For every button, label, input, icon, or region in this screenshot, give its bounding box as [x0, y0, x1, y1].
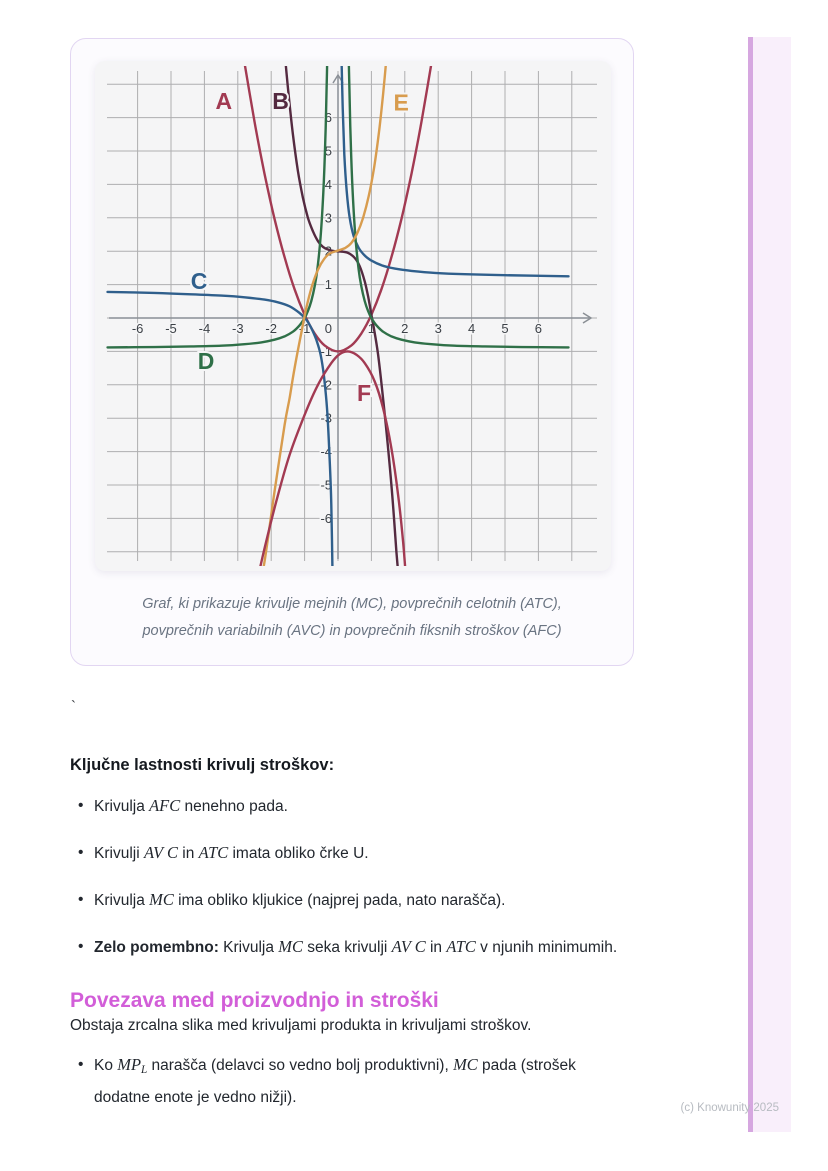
svg-text:1: 1	[324, 277, 332, 293]
svg-text:F: F	[357, 380, 372, 407]
text-run: v njunih minimumih.	[475, 939, 618, 956]
svg-text:D: D	[197, 348, 215, 375]
math-term: AV C	[391, 937, 426, 956]
math-term: AFC	[149, 796, 181, 815]
list-item	[70, 839, 636, 868]
cost-curves-graph	[95, 61, 611, 571]
svg-text:5: 5	[501, 321, 509, 336]
text-run: imata obliko črke U.	[228, 845, 369, 862]
list-item	[70, 933, 636, 962]
svg-text:6: 6	[534, 321, 543, 336]
text-run: Krivulji	[94, 845, 144, 862]
text-run: Krivulja	[94, 892, 150, 909]
text-run: Zelo pomembno:	[94, 939, 219, 956]
svg-text:-1: -1	[298, 321, 311, 336]
svg-text:-4: -4	[198, 321, 211, 336]
math-term: MC	[149, 890, 174, 909]
math-term: L	[140, 1064, 148, 1077]
graph-caption	[71, 591, 633, 645]
svg-text:-5: -5	[165, 321, 177, 336]
math-term: MP	[117, 1055, 141, 1074]
svg-text:-6: -6	[131, 321, 144, 336]
math-term: MC	[278, 937, 303, 956]
svg-text:C: C	[190, 267, 208, 294]
text-run: pada (strošek dodatne enote je vedno nižji).	[94, 1057, 576, 1107]
svg-text:-6: -6	[320, 510, 332, 526]
list-item	[70, 1051, 636, 1112]
svg-text:5: 5	[324, 143, 332, 159]
math-term: ATC	[446, 937, 476, 956]
svg-text:3: 3	[324, 210, 332, 226]
svg-text:E: E	[393, 89, 409, 116]
list-item	[70, 792, 636, 821]
text-run: ima obliko kljukice (najprej pada, nato narašča).	[173, 892, 506, 909]
graph-panel	[95, 61, 611, 571]
svg-text:2: 2	[324, 243, 332, 259]
svg-text:-2: -2	[320, 377, 332, 393]
svg-text:-5: -5	[320, 477, 332, 493]
text-run: Krivulja	[94, 798, 150, 815]
graph-card	[70, 38, 634, 666]
list-item	[70, 886, 636, 915]
stray-backtick: `	[71, 698, 76, 715]
text-run: nenehno pada.	[180, 798, 288, 815]
graph-caption-line2: povprečnih variabilnih (AVC) in povprečnih fiksnih stroškov (AFC)	[142, 623, 562, 639]
svg-text:1: 1	[367, 321, 376, 336]
link-heading: Povezava med proizvodnjo in stroški	[70, 989, 439, 1013]
svg-text:-3: -3	[232, 321, 244, 336]
text-run: Krivulja	[218, 939, 279, 956]
text-run: seka krivulji	[302, 939, 392, 956]
text-run: in	[177, 845, 199, 862]
text-run: narašča (delavci so vedno bolj produktivni),	[147, 1057, 454, 1074]
properties-heading: Ključne lastnosti krivulj stroškov:	[70, 756, 335, 774]
math-term: AV C	[143, 843, 178, 862]
copyright-text: (c) Knowunity 2025	[680, 1102, 779, 1114]
graph-caption-line1: Graf, ki prikazuje krivulje mejnih (MC), povprečnih celotnih (ATC),	[142, 596, 562, 612]
svg-text:2: 2	[401, 321, 409, 336]
svg-text:4: 4	[467, 321, 476, 336]
svg-text:-4: -4	[320, 444, 332, 460]
link-paragraph: Obstaja zrcalna slika med krivuljami produkta in krivuljami stroškov.	[70, 1017, 532, 1034]
text-run: in	[425, 939, 447, 956]
svg-text:4: 4	[324, 176, 332, 192]
svg-text:A: A	[215, 87, 233, 114]
math-term: MC	[453, 1055, 478, 1074]
text-run: Ko	[94, 1057, 118, 1074]
side-scroll-panel[interactable]	[748, 37, 791, 1132]
properties-list	[70, 792, 636, 980]
svg-text:0: 0	[324, 321, 332, 336]
svg-text:-1: -1	[320, 343, 332, 359]
svg-text:-2: -2	[265, 321, 277, 336]
svg-text:6: 6	[324, 110, 332, 126]
link-list	[70, 1051, 636, 1130]
svg-text:3: 3	[434, 321, 442, 336]
math-term: ATC	[198, 843, 229, 862]
svg-text:B: B	[272, 87, 289, 114]
svg-text:-3: -3	[320, 410, 332, 426]
